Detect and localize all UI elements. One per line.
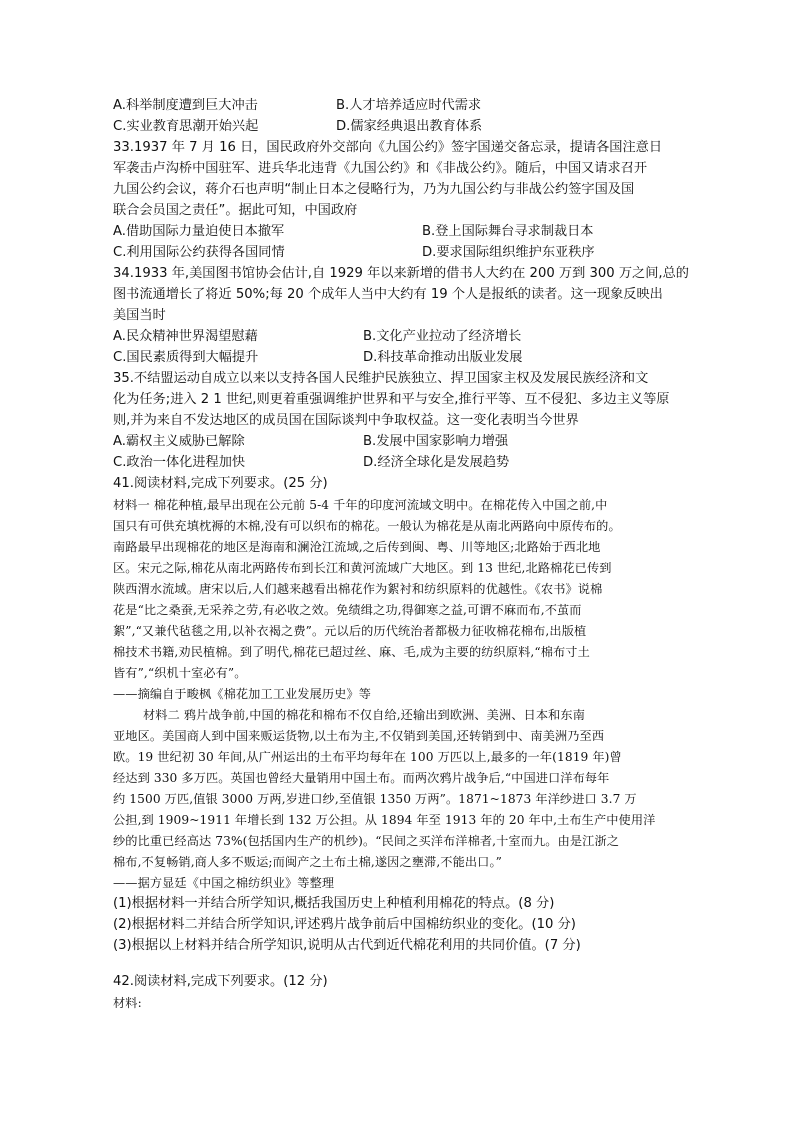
- q41-material2-line: 纱的比重已经高达 73%(包括国内生产的机纱)。“民间之买洋布洋棉者,十室而九。由是江浙之: [113, 834, 620, 848]
- q35-option-b: B.发展中国家影响力增强: [363, 434, 509, 449]
- q34-stem-line: 美国当时: [113, 308, 166, 323]
- q41-material1-line: 材料一 棉花种植,最早出现在公元前 5-4 千年的印度河流域文明中。在棉花传入中国之前,中: [113, 498, 608, 512]
- q41-material1-line: 区。宋元之际,棉花从南北两路传布到长江和黄河流域广大地区。到 13 世纪,北路棉花已传到: [113, 561, 612, 575]
- q41-requirement-2: (2)根据材料二并结合所学知识,评述鸦片战争前后中国棉纺织业的变化。(10 分): [113, 917, 576, 932]
- q34-option-d: D.科技革命推动出版业发展: [363, 350, 523, 365]
- q41-material2-line: 亚地区。美国商人到中国来贩运货物,以土布为主,不仅销到美国,还转销到中、南美洲乃至西: [113, 729, 605, 743]
- q33-stem-line: 联合会员国之责任”。据此可知，中国政府: [113, 203, 358, 218]
- q41-material2-line: 约 1500 万匹,值银 3000 万两,岁进口纱,至值银 1350 万两”。1871~1873 年洋纱进口 3.7 万: [113, 792, 637, 806]
- q41-requirement-3: (3)根据以上材料并结合所学知识,说明从古代到近代棉花利用的共同价值。(7 分): [113, 938, 581, 953]
- q41-material1-line: 皆有”,“织机十室必有”。: [113, 666, 247, 680]
- q41-material1-line: 国只有可供充填枕褥的木棉,没有可以织布的棉花。一般认为棉花是从南北两路向中原传布的。: [113, 519, 621, 533]
- q42-material-label: 材料:: [113, 996, 142, 1010]
- q41-material1-line: 陕西渭水流域。唐宋以后,人们越来越看出棉花作为絮衬和纺织原料的优越性。《农书》说棉: [113, 582, 603, 596]
- q41-source1: ——摘编自于畯枫《棉花加工工业发展历史》等: [113, 687, 372, 701]
- q33-option-a: A.借助国际力量迫使日本撤军: [113, 224, 285, 239]
- q32-option-c: C.实业教育思潮开始兴起: [113, 119, 259, 134]
- q32-option-d: D.儒家经典退出教育体系: [336, 119, 483, 134]
- q41-source2: ——据方显廷《中国之棉纺织业》等整理: [113, 876, 335, 890]
- q35-option-d: D.经济全球化是发展趋势: [363, 455, 510, 470]
- q42-title: 42.阅读材料,完成下列要求。(12 分): [113, 974, 328, 989]
- q41-title: 41.阅读材料,完成下列要求。(25 分): [113, 476, 328, 491]
- q41-material2-line: 欧。19 世纪初 30 年间,从广州运出的土布平均每年在 100 万匹以上,最多的一年(1819 年)曾: [113, 750, 622, 764]
- q41-material2-line: 材料二 鸦片战争前,中国的棉花和棉布不仅自给,还输出到欧洲、美洲、日本和东南: [143, 708, 585, 722]
- q32-option-b: B.人才培养适应时代需求: [336, 98, 482, 113]
- q33-option-d: D.要求国际组织维护东亚秩序: [422, 245, 595, 260]
- q33-stem-line: 33.1937 年 7 月 16 日，国民政府外交部向《九国公约》签字国递交备忘录，提请各国注意日: [113, 140, 663, 155]
- q33-option-b: B.登上国际舞台寻求制裁日本: [422, 224, 594, 239]
- q34-option-c: C.国民素质得到大幅提升: [113, 350, 259, 365]
- q34-stem-line: 34.1933 年,美国图书馆协会估计,自 1929 年以来新增的借书人大约在 200 万到 300 万之间,总的: [113, 266, 689, 281]
- q41-material1-line: 南路最早出现棉花的地区是海南和澜沧江流域,之后传到闽、粤、川等地区;北路始于西北地: [113, 540, 601, 554]
- q41-material2-line: 公担,到 1909~1911 年增长到 132 万公担。从 1894 年至 1913 年的 20 年中,土布生产中使用洋: [113, 813, 656, 827]
- q41-requirement-1: (1)根据材料一并结合所学知识,概括我国历史上种植利用棉花的特点。(8 分): [113, 896, 555, 911]
- q33-option-c: C.利用国际公约获得各国同情: [113, 245, 285, 260]
- q35-stem-line: 化为任务;进入 2 1 世纪,则更着重强调维护世界和平与安全,推行平等、互不侵犯、多边主义等原: [113, 392, 670, 407]
- q41-material2-line: 经达到 330 多万匹。英国也曾经大量销用中国土布。而两次鸦片战争后,“中国进口洋布每年: [113, 771, 610, 785]
- q34-option-a: A.民众精神世界渴望慰藉: [113, 329, 258, 344]
- q41-material1-line: 棉技术书籍,劝民植棉。到了明代,棉花已超过丝、麻、毛,成为主要的纺织原料,“棉布寸土: [113, 645, 590, 659]
- q41-material1-line: 絮”,“又兼代毡毯之用,以补衣褐之费”。元以后的历代统治者都极力征收棉花棉布,出版植: [113, 624, 587, 638]
- q41-material1-line: 花是“比之桑蚕,无采养之劳,有必收之效。免绩缉之功,得御寒之益,可谓不麻而布,不茧而: [113, 603, 582, 617]
- q35-option-a: A.霸权主义威胁已解除: [113, 434, 245, 449]
- q32-option-a: A.科举制度遭到巨大冲击: [113, 98, 258, 113]
- q35-option-c: C.政治一体化进程加快: [113, 455, 246, 470]
- q35-stem-line: 则,并为来自不发达地区的成员国在国际谈判中争取权益。这一变化表明当今世界: [113, 413, 579, 428]
- q35-stem-line: 35.不结盟运动自成立以来以支持各国人民维护民族独立、捍卫国家主权及发展民族经济和文: [113, 371, 649, 386]
- q34-stem-line: 图书流通增长了将近 50%;每 20 个成年人当中大约有 19 个人是报纸的读者。这一现象反映出: [113, 287, 663, 302]
- q41-material2-line: 棉布,不复畅销,商人多不贩运;而闽产之土布土棉,遂因之壅滞,不能出口。”: [113, 855, 502, 869]
- q33-stem-line: 军袭击卢沟桥中国驻军、进兵华北违背《九国公约》和《非战公约》。随后，中国又请求召开: [113, 161, 648, 176]
- q33-stem-line: 九国公约会议，蒋介石也声明“制止日本之侵略行为，乃为九国公约与非战公约签字国及国: [113, 182, 635, 197]
- q34-option-b: B.文化产业拉动了经济增长: [363, 329, 522, 344]
